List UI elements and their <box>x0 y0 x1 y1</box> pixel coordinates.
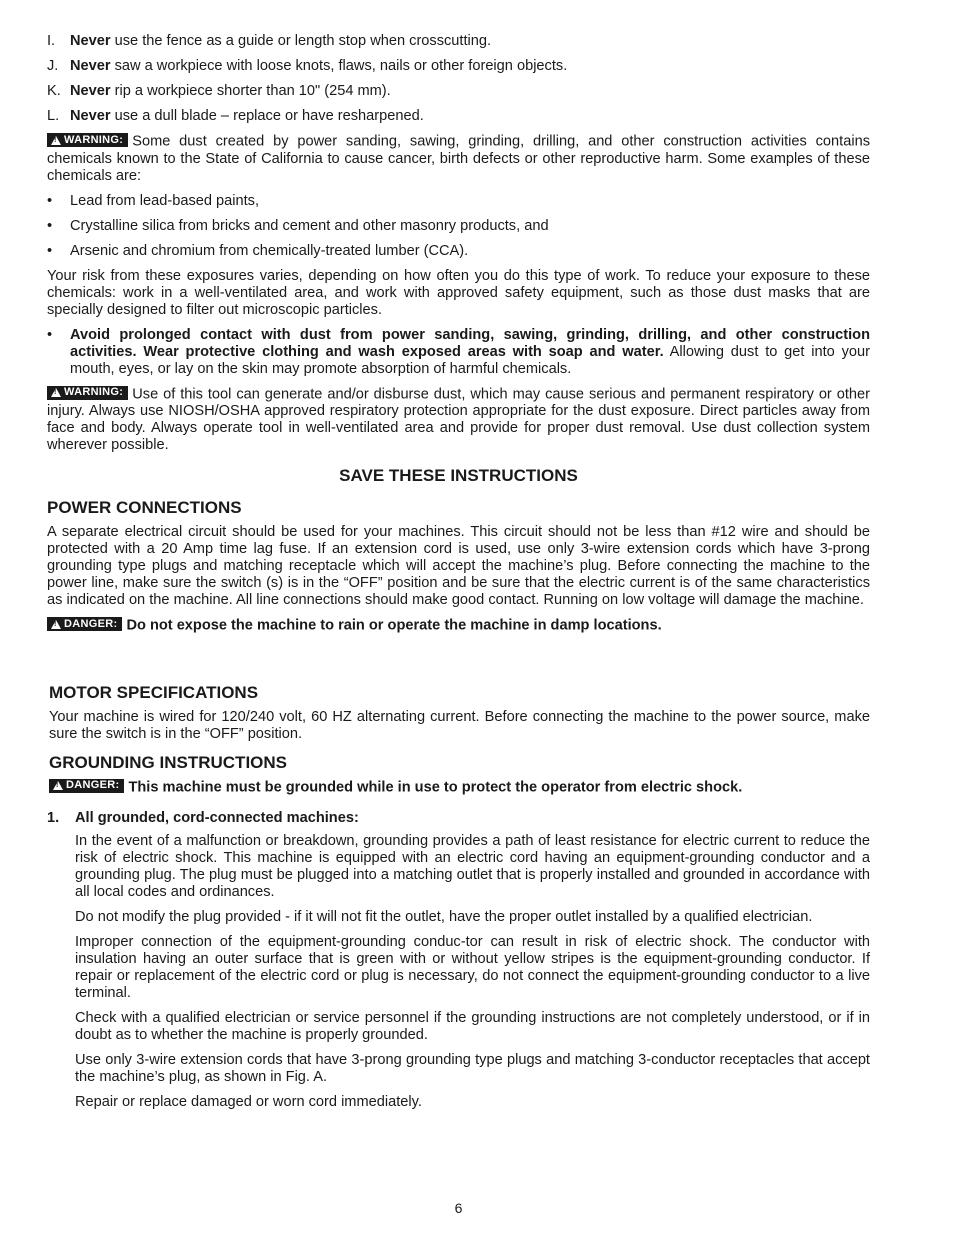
danger-triangle-icon <box>53 781 63 790</box>
list-item: • Lead from lead-based paints, <box>47 192 260 209</box>
list-marker: K. <box>47 83 61 99</box>
grounding-paragraph: Improper connection of the equipment-grounding conduc-tor can result in risk of electric shock. The conductor with insulation having an outer surface that is green with or without yellow stripes is the equipment-grounding conductor. If repair or replacement of the electric cord or plug is necessary, do not connect the equipment-grounding conductor to a live terminal. <box>75 934 870 1001</box>
motor-specifications-text: Your machine is wired for 120/240 volt, 60 HZ alternating current. Before connecting the machine to the power source, make sure the switch is in the “OFF” position. <box>49 708 870 742</box>
list-item-text: use a dull blade – replace or have resharpened. <box>110 108 424 124</box>
grounding-instructions-heading: GROUNDING INSTRUCTIONS <box>49 752 287 772</box>
risk-paragraph: Your risk from these exposures varies, depending on how often you do this type of work. To reduce your exposure to these chemicals: work in a well-ventilated area, and work with approved safety equipment, such as those dust masks that are specially designed to filter out microscopic particles. <box>47 267 870 318</box>
list-item-bold: Never <box>70 83 111 99</box>
warning-paragraph-2 <box>47 386 870 455</box>
bullet-icon: • <box>47 217 53 234</box>
danger-paragraph-1 <box>47 617 870 635</box>
power-connections-heading: POWER CONNECTIONS <box>47 498 242 517</box>
warning-badge: ! WARNING: <box>47 386 128 400</box>
list-item: • Arsenic and chromium from chemically-treated lumber (CCA). <box>47 242 469 259</box>
grounding-paragraph: In the event of a malfunction or breakdown, grounding provides a path of least resistance for electric current to reduce the risk of electric shock. This machine is equipped with an electric cord having an equipment-grounding conductor and a grounding plug. The plug must be plugged into a matching outlet that is properly installed and grounded in accordance with all local codes and ordinances. <box>75 833 870 900</box>
bullet-icon: • <box>47 192 53 209</box>
grounding-paragraph: Repair or replace damaged or worn cord immediately. <box>75 1094 422 1110</box>
avoid-bold-text: Avoid prolonged contact with dust from power sanding, sawing, grinding, drilling, and other construction activities. Wear protective clothing and wash exposed areas with soap and water. <box>70 326 870 360</box>
chemicals-list <box>47 193 870 260</box>
never-list <box>47 33 870 125</box>
list-marker: I. <box>47 33 56 49</box>
list-item <box>47 108 870 125</box>
page-number: 6 <box>454 1200 463 1216</box>
warning-text: Use of this tool can generate and/or disburse dust, which may cause serious and permanent respiratory or other injury. Always use NIOSH/OSHA approved respiratory protection appropriate for the dust exposure. Direct particles away from face and body. Always operate tool in well-ventilated area and provide for proper dust removal. Use dust collection system wherever possible. <box>47 386 870 453</box>
warning-paragraph-1 <box>47 133 870 185</box>
list-item <box>47 83 870 100</box>
avoid-text: Allowing dust to get into your mouth, eyes, or lay on the skin may promote absorption of harmful chemicals. <box>70 343 870 377</box>
grounding-paragraphs <box>75 833 870 1111</box>
list-marker: L. <box>47 108 60 124</box>
danger-paragraph-2 <box>49 779 870 797</box>
list-item: • Crystalline silica from bricks and cement and other masonry products, and <box>47 217 549 234</box>
item-title: All grounded, cord-connected machines: <box>75 810 359 826</box>
list-item-bold: Never <box>70 33 111 49</box>
grounding-paragraph: Do not modify the plug provided - if it will not fit the outlet, have the proper outlet installed by a qualified electrician. <box>75 909 813 925</box>
danger-text: Do not expose the machine to rain or operate the machine in damp locations. <box>126 617 662 634</box>
power-connections-text: A separate electrical circuit should be used for your machines. This circuit should not be less than #12 wire and should be protected with a 20 Amp time lag fuse. If an extension cord is used, use only 3-wire extension cords which have 3-prong grounding type plugs and matching receptacle which will accept the machine’s plug. Before connecting the machine to the power line, make sure the switch (s) is in the “OFF” position and be sure that the electric current is of the same characteristics as indicated on the machine. All line connections should make good contact. Running on low voltage will damage the machine. <box>47 524 870 608</box>
warning-triangle-icon <box>51 136 61 145</box>
danger-text: This machine must be grounded while in use to protect the operator from electric shock. <box>128 779 743 795</box>
save-instructions-heading: SAVE THESE INSTRUCTIONS <box>339 466 578 485</box>
list-item-text: rip a workpiece shorter than 10" (254 mm). <box>110 83 391 99</box>
danger-badge: ! DANGER: <box>47 617 122 631</box>
grounding-paragraph: Check with a qualified electrician or service personnel if the grounding instructions are not completely understood, or if in doubt as to whether the machine is properly grounded. <box>75 1010 870 1043</box>
warning-triangle-icon <box>51 388 61 397</box>
grounding-item-title <box>47 810 870 827</box>
danger-badge: ! DANGER: <box>49 779 124 793</box>
list-item-text: saw a workpiece with loose knots, flaws, nails or other foreign objects. <box>110 58 568 74</box>
danger-triangle-icon <box>51 620 61 629</box>
manual-page <box>47 33 870 1119</box>
list-item <box>47 58 870 75</box>
warning-badge: ! WARNING: <box>47 133 128 147</box>
motor-specifications-heading: MOTOR SPECIFICATIONS <box>49 682 259 702</box>
bullet-icon: • <box>47 326 53 343</box>
bullet-icon: • <box>47 242 53 259</box>
list-item <box>47 33 870 50</box>
item-marker: 1. <box>47 810 60 826</box>
avoid-bullet <box>47 327 870 378</box>
list-item-bold: Never <box>70 58 111 74</box>
grounding-paragraph: Use only 3-wire extension cords that have 3-prong grounding type plugs and matching 3-conductor receptacles that accept the machine’s plug, as shown in Fig. A. <box>75 1052 870 1085</box>
warning-text: Some dust created by power sanding, sawing, grinding, drilling, and other construction activities contains chemicals known to the State of California to cause cancer, birth defects or other reproductive harm. Some examples of these chemicals are: <box>47 133 870 184</box>
list-item-text: use the fence as a guide or length stop when crosscutting. <box>110 33 492 49</box>
list-marker: J. <box>47 58 59 74</box>
list-item-bold: Never <box>70 108 111 124</box>
